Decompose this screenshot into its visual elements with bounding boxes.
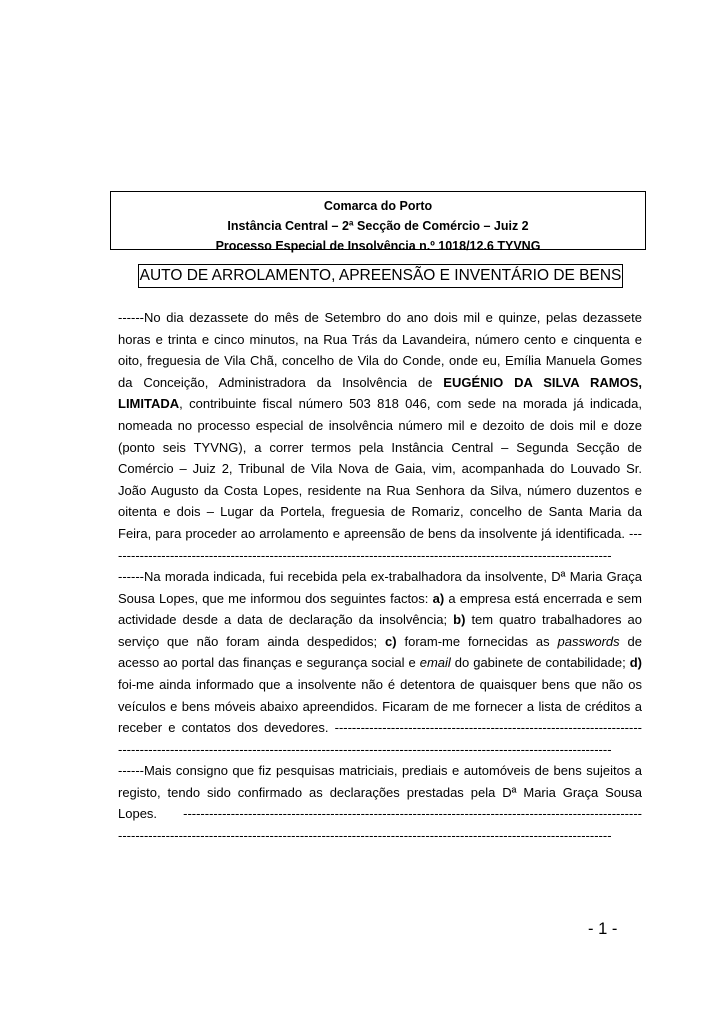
paragraph-3 [118,760,642,846]
text-segment: a empresa está encerrada e sem [448,590,642,606]
text-line [118,652,642,674]
text-line [118,393,642,415]
text-line: oito, freguesia de Vila Chã, concelho de Vila do Conde, onde eu, Emília Manuela Gomes [118,353,642,369]
text-line: ------No dia dezassete do mês de Setembro do ano dois mil e quinze, pelas dezassete [118,310,642,325]
dash-line: ------------------------------------------------------------------------------------------------------------------ [118,827,612,843]
text-line: receber e contatos dos devedores. ----------------------------------------------------------------------- [118,720,642,736]
text-line: foi-me ainda informado que a insolvente não é detentora de quaisquer bens que não os [118,676,642,692]
debtor-name: EUGÉNIO DA SILVA RAMOS, [443,374,642,390]
text-line [118,631,642,653]
debtor-name-cont: LIMITADA [118,396,180,412]
text-line [118,588,642,610]
page-number: - 1 - [588,920,618,938]
text-line: (ponto seis TYVNG), a correr termos pela Instância Central – Segunda Secção de [118,439,642,455]
text-line: horas e trinta e cinco minutos, na Rua Trás da Lavandeira, número cento e cinquenta e [118,331,642,347]
item-marker-c: c) [385,633,397,649]
text-segment: actividade desde a data de declaração da insolvência; [118,612,448,628]
text-line: veículos e bens móveis abaixo apreendidos. Ficaram de me fornecer a lista de créditos a [118,698,642,714]
text-segment: acesso ao portal das finanças e segurança social e [118,655,416,671]
text-line: Lopes. ---------------------------------------------------------------------------------------------------------- [118,806,642,822]
text-line: Comércio – Juiz 2, Tribunal de Vila Nova de Gaia, vim, acompanhada do Louvado Sr. [118,461,642,477]
text-line: ------Na morada indicada, fui recebida pela ex-trabalhadora da insolvente, Dª Maria Graça [118,569,642,584]
header-line-process: Processo Especial de Insolvência n.º 1018/12.6 TYVNG [215,239,541,253]
text-segment: foram-me fornecidas as [404,633,550,649]
text-segment: da Conceição, Administradora da Insolvência de [118,374,433,390]
text-line [118,372,642,394]
italic-term: email [419,655,451,671]
header-line-court: Comarca do Porto [323,199,433,213]
text-segment: de [627,633,642,649]
text-line: oitenta e dois – Lugar da Portela, freguesia de Romariz, concelho de Santa Maria da [118,504,642,520]
text-line: registo, tendo sido confirmado as declarações prestadas pela Dª Maria Graça Sousa [118,784,642,800]
text-segment: do gabinete de contabilidade; [454,655,626,671]
text-segment: Sousa Lopes, que me informou dos seguintes factos: [118,590,429,606]
header-line-instance: Instância Central – 2ª Secção de Comércio – Juiz 2 [227,219,529,233]
dash-line: ------------------------------------------------------------------------------------------------------------------ [118,547,612,563]
paragraph-1 [118,307,642,566]
court-header-box [110,191,646,253]
paragraph-2 [118,566,642,760]
italic-term: passwords [557,633,620,649]
text-segment: , contribuinte fiscal número 503 818 046, com sede na morada já indicada, [179,396,642,412]
item-marker-a: a) [432,590,445,606]
text-segment: tem quatro trabalhadores ao [471,612,642,628]
text-line: Feira, para proceder ao arrolamento e apreensão de bens da insolvente já identificada. --- [118,525,642,541]
item-marker-b: b) [453,612,466,628]
text-segment: serviço que não foram ainda despedidos; [118,633,378,649]
text-line [118,609,642,631]
document-title: AUTO DE ARROLAMENTO, APREENSÃO E INVENTÁRIO DE BENS [138,264,623,288]
text-line: João Augusto da Costa Lopes, residente na Rua Senhora da Silva, número duzentos e [118,482,642,498]
text-line: ------Mais consigno que fiz pesquisas matriciais, prediais e automóveis de bens sujeitos a [118,763,642,778]
item-marker-d: d) [629,655,642,671]
text-line: nomeada no processo especial de insolvência número mil e dezoito de dois mil e doze [118,417,642,433]
dash-line: ------------------------------------------------------------------------------------------------------------------ [118,741,612,757]
